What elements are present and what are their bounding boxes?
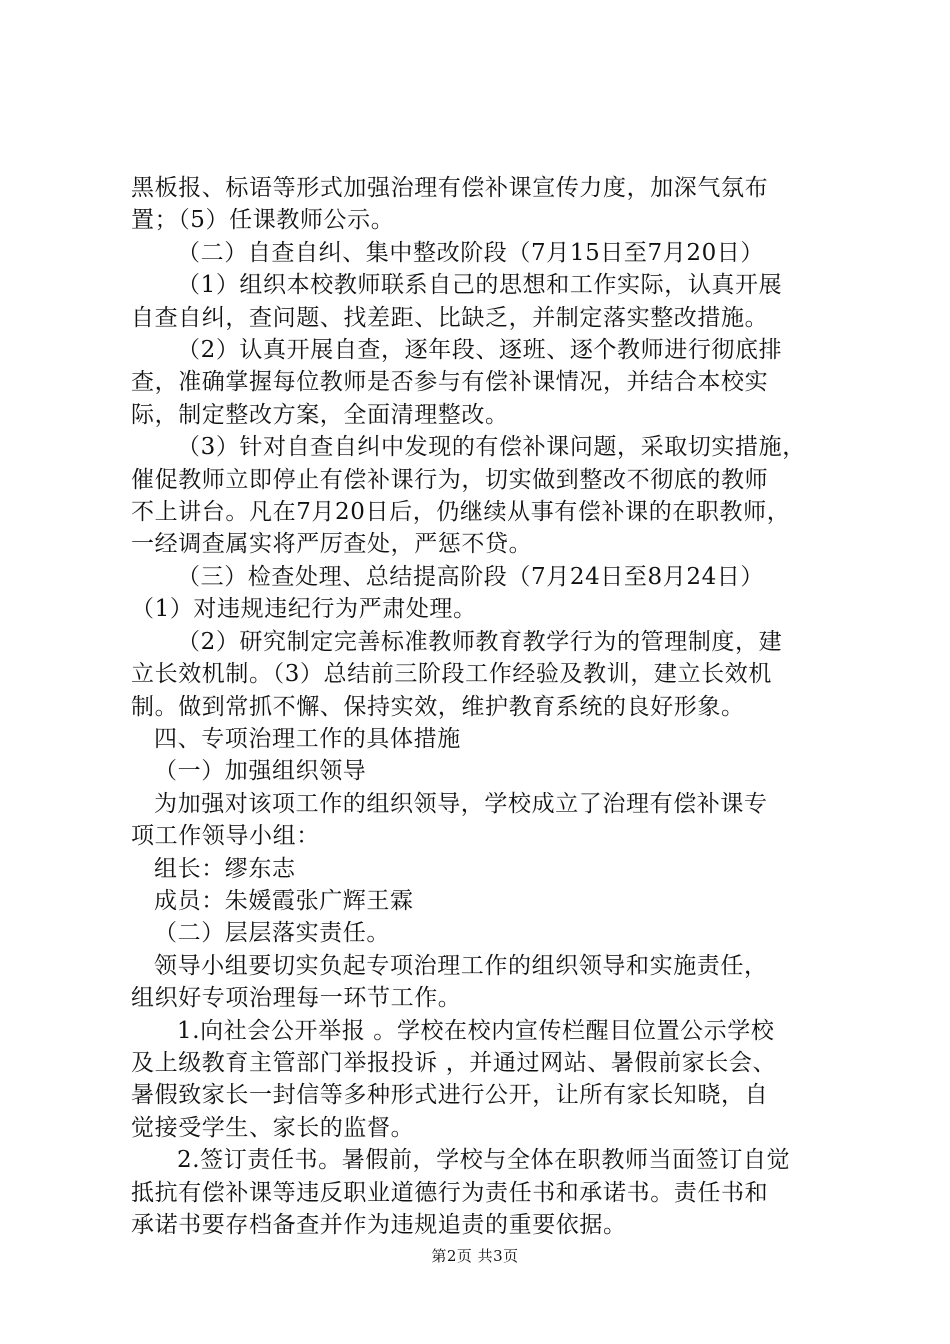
text-line: 查，准确掌握每位教师是否参与有偿补课情况，并结合本校实 bbox=[131, 369, 769, 396]
text-line: 及上级教育主管部门举报投诉 ，并通过网站、暑假前家长会、 bbox=[131, 1049, 777, 1076]
text-line: 2.签订责任书。暑假前，学校与全体在职教师当面签订自觉 bbox=[177, 1147, 791, 1174]
text-line: 组长：缪东志 bbox=[154, 855, 296, 882]
text-line: 置；（5）任课教师公示。 bbox=[131, 207, 395, 234]
text-line: 为加强对该项工作的组织领导，学校成立了治理有偿补课专 bbox=[154, 790, 768, 817]
text-line: （1）对违规违纪行为严肃处理。 bbox=[131, 596, 477, 623]
text-line: 催促教师立即停止有偿补课行为，切实做到整改不彻底的教师 bbox=[131, 466, 769, 493]
text-line: 承诺书要存档备查并作为违规追责的重要依据。 bbox=[131, 1212, 627, 1238]
text-line: （3）针对自查自纠中发现的有偿补课问题，采取切实措施， bbox=[177, 434, 806, 461]
text-line: 四、专项治理工作的具体措施 bbox=[154, 725, 461, 752]
text-line: 一经调查属实将严厉查处，严惩不贷。 bbox=[131, 531, 533, 558]
text-line: （一）加强组织领导 bbox=[154, 758, 367, 785]
text-line: 自查自纠，查问题、找差距、比缺乏，并制定落实整改措施。 bbox=[131, 304, 769, 331]
text-line: （二）自查自纠、集中整改阶段（7月15日至7月20日） bbox=[177, 239, 764, 266]
document-body bbox=[131, 172, 831, 1241]
text-line: 觉接受学生、家长的监督。 bbox=[131, 1114, 415, 1141]
text-line: 黑板报、标语等形式加强治理有偿补课宣传力度，加深气氛布 bbox=[131, 175, 769, 201]
page-footer: 第2页 共3页 bbox=[431, 1247, 519, 1265]
text-line: （二）层层落实责任。 bbox=[154, 920, 390, 947]
text-line: （2）研究制定完善标准教师教育教学行为的管理制度，建 bbox=[177, 628, 783, 655]
text-line: （2）认真开展自查，逐年段、逐班、逐个教师进行彻底排 bbox=[177, 337, 783, 364]
text-line: （1）组织本校教师联系自己的思想和工作实际，认真开展 bbox=[177, 272, 783, 299]
text-line: 领导小组要切实负起专项治理工作的组织领导和实施责任， bbox=[154, 952, 768, 979]
text-line: 立长效机制。（3）总结前三阶段工作经验及教训，建立长效机 bbox=[131, 661, 772, 688]
text-line: 项工作领导小组： bbox=[131, 823, 320, 850]
text-line: 成员：朱媛霞张广辉王霖 bbox=[154, 887, 414, 914]
text-line: 际，制定整改方案，全面清理整改。 bbox=[131, 401, 509, 428]
text-line: 抵抗有偿补课等违反职业道德行为责任书和承诺书。责任书和 bbox=[131, 1179, 769, 1206]
text-line: （三）检查处理、总结提高阶段（7月24日至8月24日） bbox=[177, 563, 764, 590]
text-line: 制。做到常抓不懈、保持实效，维护教育系统的良好形象。 bbox=[131, 693, 745, 720]
text-line: 暑假致家长一封信等多种形式进行公开，让所有家长知晓，自 bbox=[131, 1082, 769, 1109]
text-line: 1.向社会公开举报 。学校在校内宣传栏醒目位置公示学校 bbox=[177, 1017, 775, 1044]
text-line: 不上讲台。凡在7月20日后，仍继续从事有偿补课的在职教师， bbox=[131, 499, 791, 526]
text-line: 组织好专项治理每一环节工作。 bbox=[131, 985, 462, 1012]
